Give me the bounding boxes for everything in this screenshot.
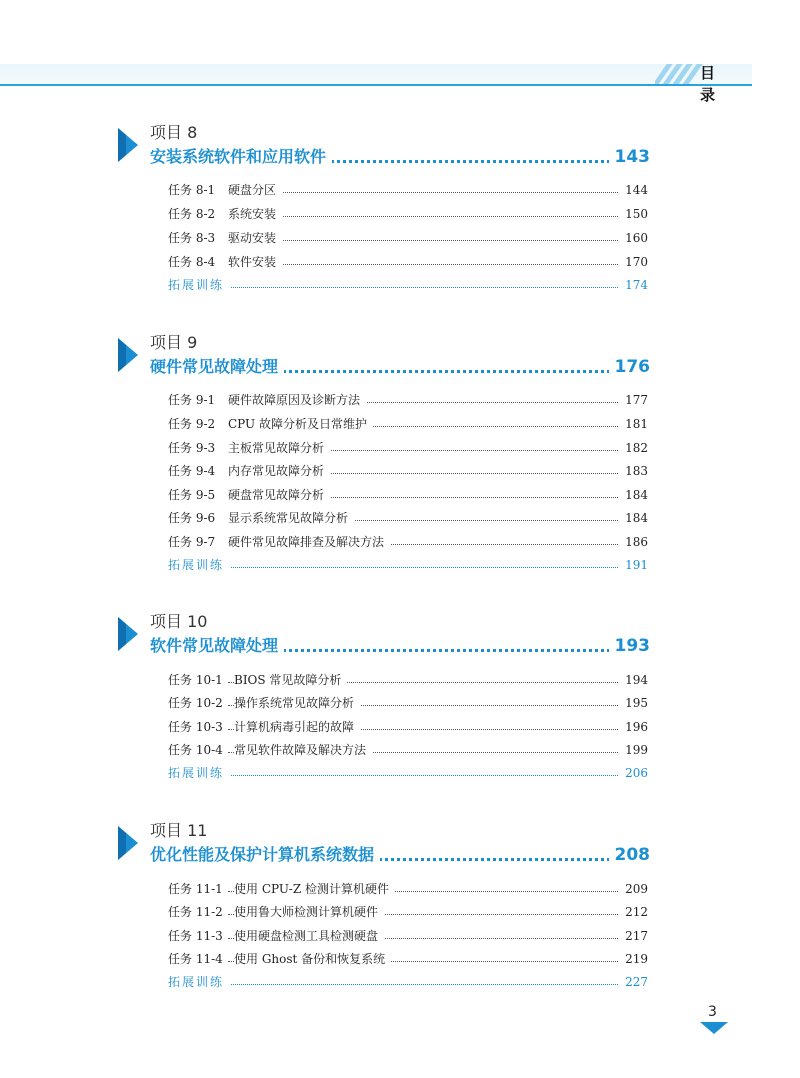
leader-dots xyxy=(218,984,618,985)
toc-task[interactable] xyxy=(168,485,648,505)
toc-task[interactable] xyxy=(168,532,648,552)
section-label: 项目 9 xyxy=(150,333,198,352)
task-number: 任务 11-2 xyxy=(168,902,223,922)
section-label: 项目 10 xyxy=(150,612,208,631)
extension-label: 拓展训练 xyxy=(168,555,230,575)
task-name: 使用 CPU-Z 检测计算机硬件 xyxy=(234,879,395,899)
task-page: 217 xyxy=(619,926,648,946)
leader-dots xyxy=(218,287,618,288)
leader-dots xyxy=(228,216,618,217)
toc-task[interactable] xyxy=(168,717,648,737)
toc-task[interactable] xyxy=(168,252,648,272)
task-name: 系统安装 xyxy=(228,204,282,224)
task-number: 任务 11-3 xyxy=(168,926,223,946)
task-number: 任务 9-2 xyxy=(168,414,215,434)
task-name: 软件安装 xyxy=(228,252,282,272)
task-name: 常见软件故障及解决方法 xyxy=(234,740,372,760)
section-marker-icon xyxy=(118,617,138,651)
leader-dots xyxy=(218,567,618,568)
task-page: 212 xyxy=(619,902,648,922)
toc-task[interactable] xyxy=(168,670,648,690)
task-number: 任务 9-5 xyxy=(168,485,215,505)
task-number: 任务 8-3 xyxy=(168,228,215,248)
toc-extension[interactable] xyxy=(168,972,648,992)
task-page: 194 xyxy=(619,670,648,690)
toc-task[interactable] xyxy=(168,949,648,969)
section-title: 安装系统软件和应用软件 xyxy=(150,146,332,168)
section-title: 软件常见故障处理 xyxy=(150,635,284,657)
leader-dots xyxy=(218,775,618,776)
task-number: 任务 10-2 xyxy=(168,693,223,713)
task-number: 任务 10-4 xyxy=(168,740,223,760)
task-page: 150 xyxy=(619,204,648,224)
task-name: 内存常见故障分析 xyxy=(228,461,330,481)
section-label: 项目 11 xyxy=(150,821,208,840)
toc-task[interactable] xyxy=(168,693,648,713)
task-number: 任务 8-2 xyxy=(168,204,215,224)
task-number: 任务 8-4 xyxy=(168,252,215,272)
section-marker-icon xyxy=(118,826,138,860)
section-page: 176 xyxy=(609,356,651,378)
task-page: 144 xyxy=(619,180,648,200)
task-name: 使用硬盘检测工具检测硬盘 xyxy=(234,926,384,946)
section-title-link[interactable] xyxy=(150,635,650,659)
toc-task[interactable] xyxy=(168,438,648,458)
task-number: 任务 11-4 xyxy=(168,949,223,969)
task-number: 任务 9-6 xyxy=(168,508,215,528)
section-marker-icon xyxy=(118,338,138,372)
page-title: 目 录 xyxy=(700,64,724,104)
task-name: 硬盘分区 xyxy=(228,180,282,200)
task-page: 184 xyxy=(619,485,648,505)
page-triangle-icon xyxy=(700,1022,728,1034)
task-number: 任务 10-3 xyxy=(168,717,223,737)
extension-page: 227 xyxy=(619,972,648,992)
task-name: 硬盘常见故障分析 xyxy=(228,485,330,505)
task-page: 177 xyxy=(619,390,648,410)
extension-page: 174 xyxy=(619,275,648,295)
toc-task[interactable] xyxy=(168,508,648,528)
section-title-link[interactable] xyxy=(150,146,650,170)
task-name: 硬件常见故障排查及解决方法 xyxy=(228,532,390,552)
leader-dots xyxy=(228,240,618,241)
task-page: 160 xyxy=(619,228,648,248)
task-page: 182 xyxy=(619,438,648,458)
leader-dots xyxy=(228,264,618,265)
toc-task[interactable] xyxy=(168,180,648,200)
task-name: CPU 故障分析及日常维护 xyxy=(228,414,373,434)
task-page: 183 xyxy=(619,461,648,481)
extension-page: 191 xyxy=(619,555,648,575)
task-name: 操作系统常见故障分析 xyxy=(234,693,360,713)
task-name: 主板常见故障分析 xyxy=(228,438,330,458)
toc-task[interactable] xyxy=(168,414,648,434)
section-title: 优化性能及保护计算机系统数据 xyxy=(150,844,380,866)
task-number: 任务 9-7 xyxy=(168,532,215,552)
leader-dots xyxy=(228,192,618,193)
section-page: 143 xyxy=(609,146,651,168)
task-page: 186 xyxy=(619,532,648,552)
extension-page: 206 xyxy=(619,763,648,783)
task-page: 219 xyxy=(619,949,648,969)
task-page: 209 xyxy=(619,879,648,899)
task-number: 任务 10-1 xyxy=(168,670,223,690)
page-number: 3 xyxy=(708,1004,717,1020)
task-name: 驱动安装 xyxy=(228,228,282,248)
toc-extension[interactable] xyxy=(168,275,648,295)
task-number: 任务 8-1 xyxy=(168,180,215,200)
task-name: 计算机病毒引起的故障 xyxy=(234,717,360,737)
header-band xyxy=(0,64,752,104)
toc-task[interactable] xyxy=(168,926,648,946)
section-title-link[interactable] xyxy=(150,844,650,868)
task-page: 199 xyxy=(619,740,648,760)
task-page: 181 xyxy=(619,414,648,434)
task-name: 使用鲁大师检测计算机硬件 xyxy=(234,902,384,922)
task-page: 184 xyxy=(619,508,648,528)
section-title-link[interactable] xyxy=(150,356,650,380)
section-page: 208 xyxy=(609,844,651,866)
task-name: 显示系统常见故障分析 xyxy=(228,508,354,528)
extension-label: 拓展训练 xyxy=(168,763,230,783)
extension-label: 拓展训练 xyxy=(168,972,230,992)
task-number: 任务 9-1 xyxy=(168,390,215,410)
task-page: 195 xyxy=(619,693,648,713)
section-page: 193 xyxy=(609,635,651,657)
extension-label: 拓展训练 xyxy=(168,275,230,295)
task-page: 170 xyxy=(619,252,648,272)
task-name: 使用 Ghost 备份和恢复系统 xyxy=(234,949,391,969)
section-marker-icon xyxy=(118,128,138,162)
task-name: BIOS 常见故障分析 xyxy=(234,670,347,690)
toc-task[interactable] xyxy=(168,204,648,224)
task-name: 硬件故障原因及诊断方法 xyxy=(228,390,366,410)
task-page: 196 xyxy=(619,717,648,737)
toc-task[interactable] xyxy=(168,461,648,481)
toc-task[interactable] xyxy=(168,228,648,248)
section-title: 硬件常见故障处理 xyxy=(150,356,284,378)
task-number: 任务 9-3 xyxy=(168,438,215,458)
section-label: 项目 8 xyxy=(150,123,198,142)
task-number: 任务 11-1 xyxy=(168,879,223,899)
toc-extension[interactable] xyxy=(168,763,648,783)
toc-task[interactable] xyxy=(168,740,648,760)
task-number: 任务 9-4 xyxy=(168,461,215,481)
toc-task[interactable] xyxy=(168,902,648,922)
toc-extension[interactable] xyxy=(168,555,648,575)
toc-task[interactable] xyxy=(168,390,648,410)
toc-task[interactable] xyxy=(168,879,648,899)
